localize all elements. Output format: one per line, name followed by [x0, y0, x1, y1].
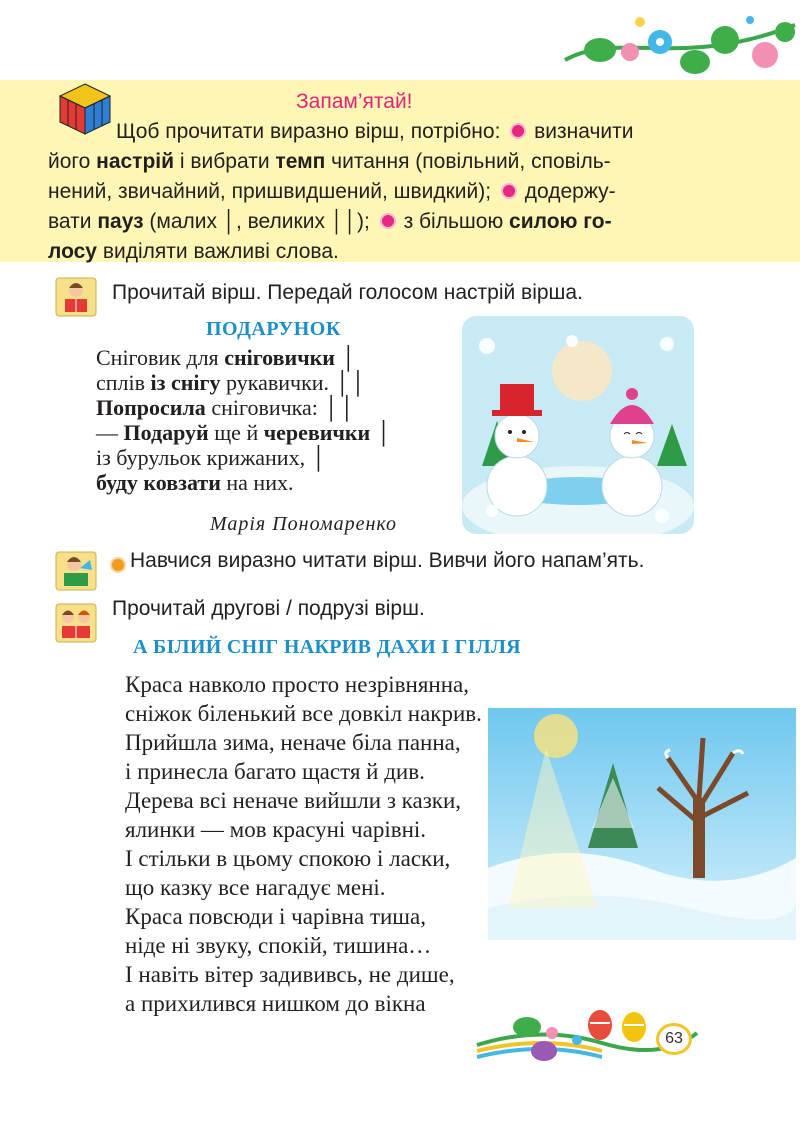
- pink-bullet-icon: [510, 123, 526, 139]
- poem2-line: Дерева всі неначе вийшли з казки,: [125, 788, 462, 813]
- task-instruction-2: Навчися виразно читати вірш. Вивчи його напам’ять.: [130, 549, 645, 572]
- poem2-line: І стільки в цьому спокою і ласки,: [125, 846, 451, 871]
- learn-by-heart-icon: [54, 548, 98, 592]
- pink-bullet-icon: [380, 213, 396, 229]
- poem2-line: Краса навколо просто незрівнянна,: [125, 672, 469, 697]
- page-number: 63: [656, 1023, 692, 1055]
- floral-decoration-top: [560, 0, 800, 82]
- poem2-line: що казку все нагадує мені.: [125, 875, 386, 900]
- poem-line: Попросила сніговичка: ││: [96, 395, 355, 420]
- poem-line: Сніговик для сніговички │: [96, 345, 357, 370]
- task-instruction-3: Прочитай другові / подрузі вірш.: [112, 597, 425, 620]
- poem2-line: Краса повсюди і чарівна тиша,: [125, 904, 426, 929]
- pair-reading-icon: [54, 600, 98, 644]
- poem-author: Марія Пономаренко: [210, 513, 397, 535]
- poem-line: із бурульок крижаних, │: [96, 445, 327, 470]
- poem2-line: Прийшла зима, неначе біла панна,: [125, 730, 461, 755]
- poem-line: — Подаруй ще й черевички │: [96, 420, 392, 445]
- poem2-line: і принесла багато щастя й див.: [125, 759, 425, 784]
- remember-text: Щоб прочитати виразно вірш, потрібно: визначити його настрій і вибрати темп читання (повільний, сповіль- нений, звичайний, пришвидшений, швидкий); додержу- вати пауз (малих │, великих ││); з більшою силою го- лосу виділяти важливі слова.: [48, 120, 634, 263]
- winter-tree-illustration: [488, 708, 796, 940]
- poem2-line: І навіть вітер задививсь, не дише,: [125, 962, 455, 987]
- poem2-line: а прихилився нишком до вікна: [125, 991, 426, 1016]
- pink-bullet-icon: [501, 183, 517, 199]
- poem2-line: ніде ні звуку, спокій, тишина…: [125, 933, 432, 958]
- poem2-body: [125, 670, 482, 1018]
- poem-body: [96, 345, 391, 495]
- remember-title: Запам’ятай!: [296, 90, 413, 113]
- poem2-line: сніжок біленький все довкіл накрив.: [125, 701, 482, 726]
- snowmen-illustration: [462, 316, 694, 534]
- reading-child-icon: [54, 274, 98, 318]
- poem-line: буду ковзати на них.: [96, 470, 294, 495]
- task-instruction-1: Прочитай вірш. Передай голосом настрій вірша.: [112, 281, 583, 304]
- poem2-line: ялинки — мов красуні чарівні.: [125, 817, 427, 842]
- poem2-title: А БІЛИЙ СНІГ НАКРИВ ДАХИ І ГІЛЛЯ: [133, 636, 521, 658]
- orange-bullet-icon: [110, 557, 126, 573]
- poem-title: ПОДАРУНОК: [206, 318, 341, 340]
- poem-line: сплів із снігу рукавички. ││: [96, 370, 366, 395]
